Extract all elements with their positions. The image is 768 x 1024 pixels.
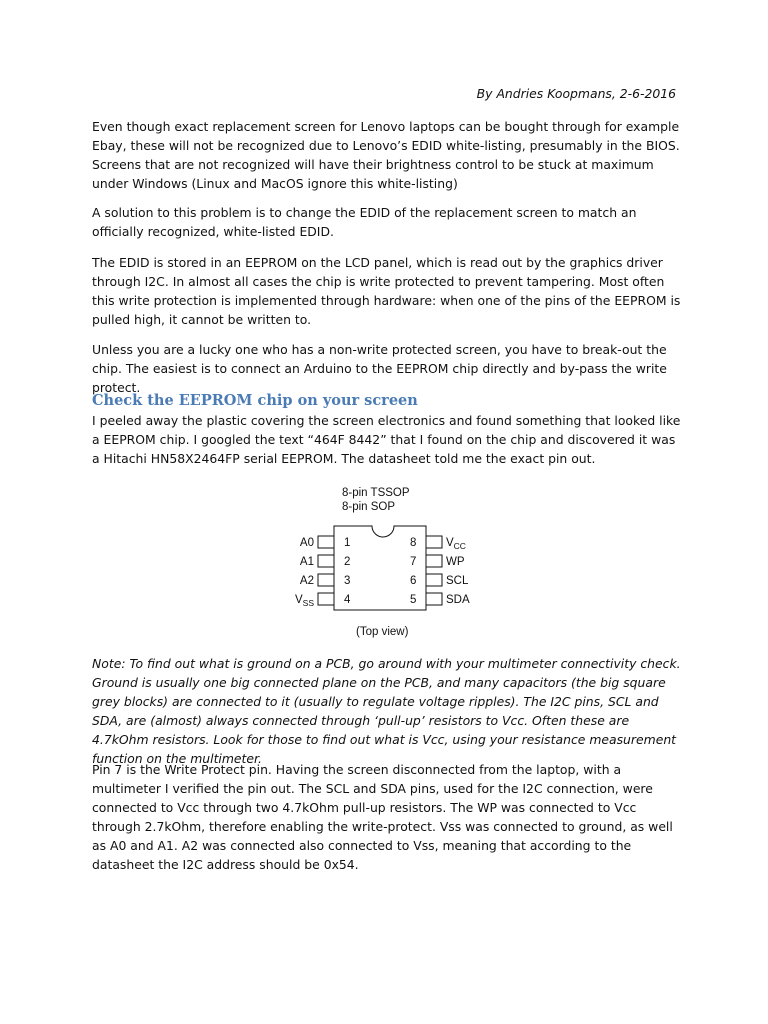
package-line-tssop: 8-pin TSSOP: [342, 487, 410, 499]
pin-4-label: $V_{SS}$: [294, 594, 314, 608]
pin-7-pad: [426, 555, 442, 567]
breakout-paragraph: Unless you are a lucky one who has a non-write protected screen, you have to break-out the chip. The easiest is to connect an Arduino to the EEPROM chip directly and by-pass the write protect.: [92, 342, 667, 395]
pin-5-label: SDA: [446, 594, 470, 606]
pin-7-number: 7: [410, 556, 417, 568]
pin-4-number: 4: [344, 594, 351, 606]
pinout-diagram: [250, 482, 520, 642]
pin-1-pad: [318, 536, 334, 548]
solution-paragraph: A solution to this problem is to change the EDID of the replacement screen to match an officially recognized, white-listed EDID.: [92, 205, 637, 239]
pin-1-label: A0: [299, 537, 314, 549]
right-pins: [410, 536, 470, 606]
chip-discovery-paragraph: I peeled away the plastic covering the screen electronics and found something that looked like a EEPROM chip. I googled the text “464F 8442” that I found on the chip and discovered it was a Hitachi HN58X2464FP serial EEPROM. The datasheet told me the exact pin out.: [92, 413, 681, 466]
section-heading: Check the EEPROM chip on your screen: [92, 392, 418, 409]
note-paragraph: Note: To find out what is ground on a PCB, go around with your multimeter connectivity check. Ground is usually one big connected plane on the PCB, and many capacitors (the big square grey blocks) are connected to it (usually to regulate voltage ripples). The I2C pins, SCL and SDA, are (almost) always connected through ‘pull-up’ resistors to Vcc. Often these are 4.7kOhm resistors. Look for those to find out what is Vcc, using your resistance measurement function on the multimeter.: [92, 656, 681, 766]
pinout-figure: [250, 482, 520, 642]
left-pins: [295, 536, 351, 608]
pin-3-pad: [318, 574, 334, 586]
pin-6-pad: [426, 574, 442, 586]
pin-8-pad: [426, 536, 442, 548]
pin-6-number: 6: [410, 575, 417, 587]
pin-8-number: 8: [410, 537, 417, 549]
pin-3-number: 3: [344, 575, 351, 587]
pin-2-label: A1: [299, 556, 314, 568]
pin-4-pad: [318, 593, 334, 605]
pin-8-label: $V_{CC}$: [446, 537, 466, 551]
pin-1-number: 1: [344, 537, 351, 549]
intro-paragraph: Even though exact replacement screen for Lenovo laptops can be bought through for example Ebay, these will not be recognized due to Lenovo’s EDID white-listing, presumably in the BIOS. Screens that are not recognized will have their brightness control to be stuck at maximum under Windows (Linux and MacOS ignore this white-listing): [92, 119, 680, 191]
pin-5-number: 5: [410, 594, 417, 606]
pin-6-label: SCL: [446, 575, 469, 587]
pin-3-label: A2: [299, 575, 314, 587]
pin-5-pad: [426, 593, 442, 605]
byline: By Andries Koopmans, 2-6-2016: [476, 86, 676, 101]
pin-2-pad: [318, 555, 334, 567]
figure-caption: (Top view): [356, 626, 409, 638]
package-line-sop: 8-pin SOP: [342, 501, 396, 513]
edid-storage-paragraph: The EDID is stored in an EEPROM on the LCD panel, which is read out by the graphics driver through I2C. In almost all cases the chip is write protected to prevent tampering. Most often this write protection is implemented through hardware: when one of the pins of the EEPROM is pulled high, it cannot be written to.: [92, 255, 681, 327]
pin-7-label: WP: [446, 556, 465, 568]
pin-2-number: 2: [344, 556, 351, 568]
write-protect-paragraph: Pin 7 is the Write Protect pin. Having the screen disconnected from the laptop, with a multimeter I verified the pin out. The SCL and SDA pins, used for the I2C connection, were connected to Vcc through two 4.7kOhm pull-up resistors. The WP was connected to Vcc through 2.7kOhm, therefore enabling the write-protect. Vss was connected to ground, as well as A0 and A1. A2 was connected also connected to Vss, meaning that according to the datasheet the I2C address should be 0x54.: [92, 762, 673, 872]
